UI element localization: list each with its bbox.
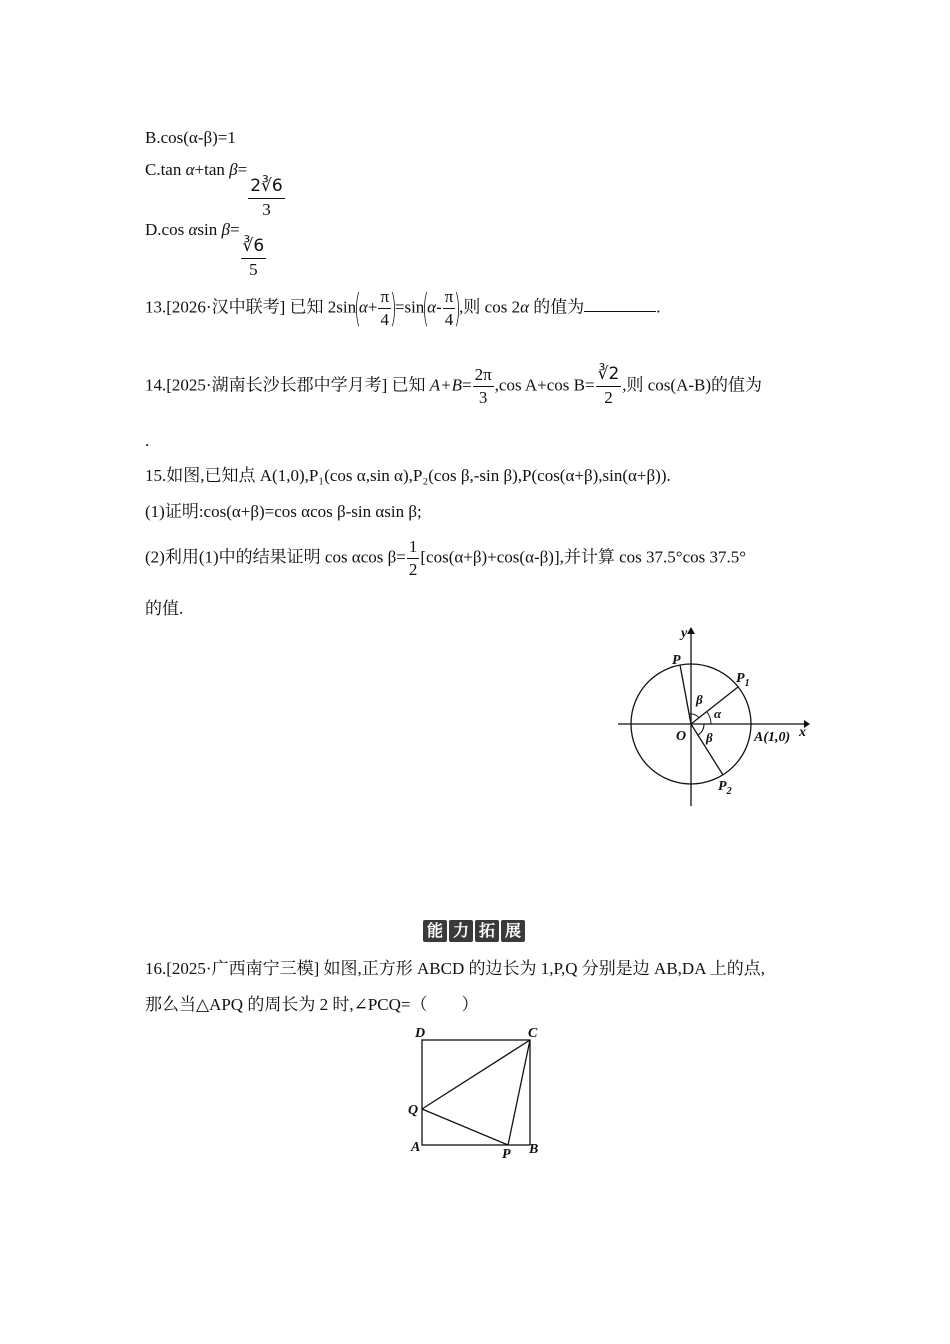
label-y: y xyxy=(681,626,688,641)
label-beta-bottom: β xyxy=(706,730,713,745)
label-p1: $P_1$ xyxy=(736,671,750,689)
option-c-denominator: 3 xyxy=(262,199,271,219)
question-15-stem: 15.如图,已知点 A(1,0),P₁(cos α,sin α),P₂(cos β,-sin β),P(cos(α+β),sin(α+β)). xyxy=(145,466,671,485)
arc-alpha xyxy=(707,712,711,724)
label-a-sq: A xyxy=(411,1140,421,1155)
badge-char-4: 展 xyxy=(501,920,525,942)
label-c: C xyxy=(528,1026,538,1041)
question-16-ask: 那么当△APQ 的周长为 2 时,∠PCQ=（ ） xyxy=(145,995,479,1014)
question-15-part2-end: 的值. xyxy=(145,599,184,618)
label-p2: $P_2$ xyxy=(718,779,732,797)
question-14: 14.[2025·湖南长沙长郡中学月考] 已知 A+B= $\frac{2\pi}{3}$ ,cos A+cos B= $\frac{∛2}{2}$ ,则 cos(A-B)的值为 xyxy=(145,364,763,407)
label-d: D xyxy=(415,1026,426,1041)
arc-beta-bottom xyxy=(698,724,704,735)
question-13: 13.[2026·汉中联考] 已知 2sin(α+ $\frac{\pi}{4}$ )=sin(α- $\frac{\pi}{4}$ ),则 cos 2α 的值为 . xyxy=(145,286,661,331)
option-c: C.tan α+tan β= $\frac{2∛6}{3}$ xyxy=(145,160,283,219)
badge-char-2: 力 xyxy=(449,920,473,942)
option-d: D.cos αsin β= $\frac{∛6}{5}$ xyxy=(145,220,265,279)
label-alpha: α xyxy=(714,706,722,721)
section-badge xyxy=(423,920,525,942)
square-abcd xyxy=(422,1040,530,1145)
label-o: O xyxy=(676,729,687,744)
option-d-numerator: ∛6 xyxy=(241,238,267,259)
question-15-part1: (1)证明:cos(α+β)=cos αcos β-sin αsin β; xyxy=(145,502,422,521)
ray-op xyxy=(680,665,691,724)
square-figure xyxy=(405,1022,545,1162)
label-a: A(1,0) xyxy=(754,730,791,745)
segment-pc xyxy=(508,1040,530,1145)
label-beta-top: β xyxy=(696,692,703,707)
label-b: B xyxy=(529,1142,539,1157)
badge-char-3: 拓 xyxy=(475,920,499,942)
question-15-part2: (2)利用(1)中的结果证明 cos αcos β= $\frac{1}{2}$ [cos(α+β)+cos(α-β)],并计算 cos 37.5°cos 37.5° xyxy=(145,537,747,579)
label-x: x xyxy=(799,725,806,740)
unit-circle-figure xyxy=(610,620,815,810)
question-14-end: . xyxy=(145,431,150,450)
answer-blank-13[interactable] xyxy=(584,297,656,312)
question-16-stem: 16.[2025·广西南宁三模] 如图,正方形 ABCD 的边长为 1,P,Q 分别是边 AB,DA 上的点, xyxy=(145,959,766,978)
option-d-denominator: 5 xyxy=(249,259,258,279)
option-b: B.cos(α-β)=1 xyxy=(145,128,236,147)
label-p: P xyxy=(672,653,681,668)
label-p-sq: P xyxy=(502,1147,511,1162)
option-c-numerator: 2∛6 xyxy=(248,178,284,199)
label-q: Q xyxy=(408,1103,419,1118)
segment-qp xyxy=(422,1109,508,1145)
badge-char-1: 能 xyxy=(423,920,447,942)
segment-qc xyxy=(422,1040,530,1109)
y-axis-arrow xyxy=(687,627,695,634)
